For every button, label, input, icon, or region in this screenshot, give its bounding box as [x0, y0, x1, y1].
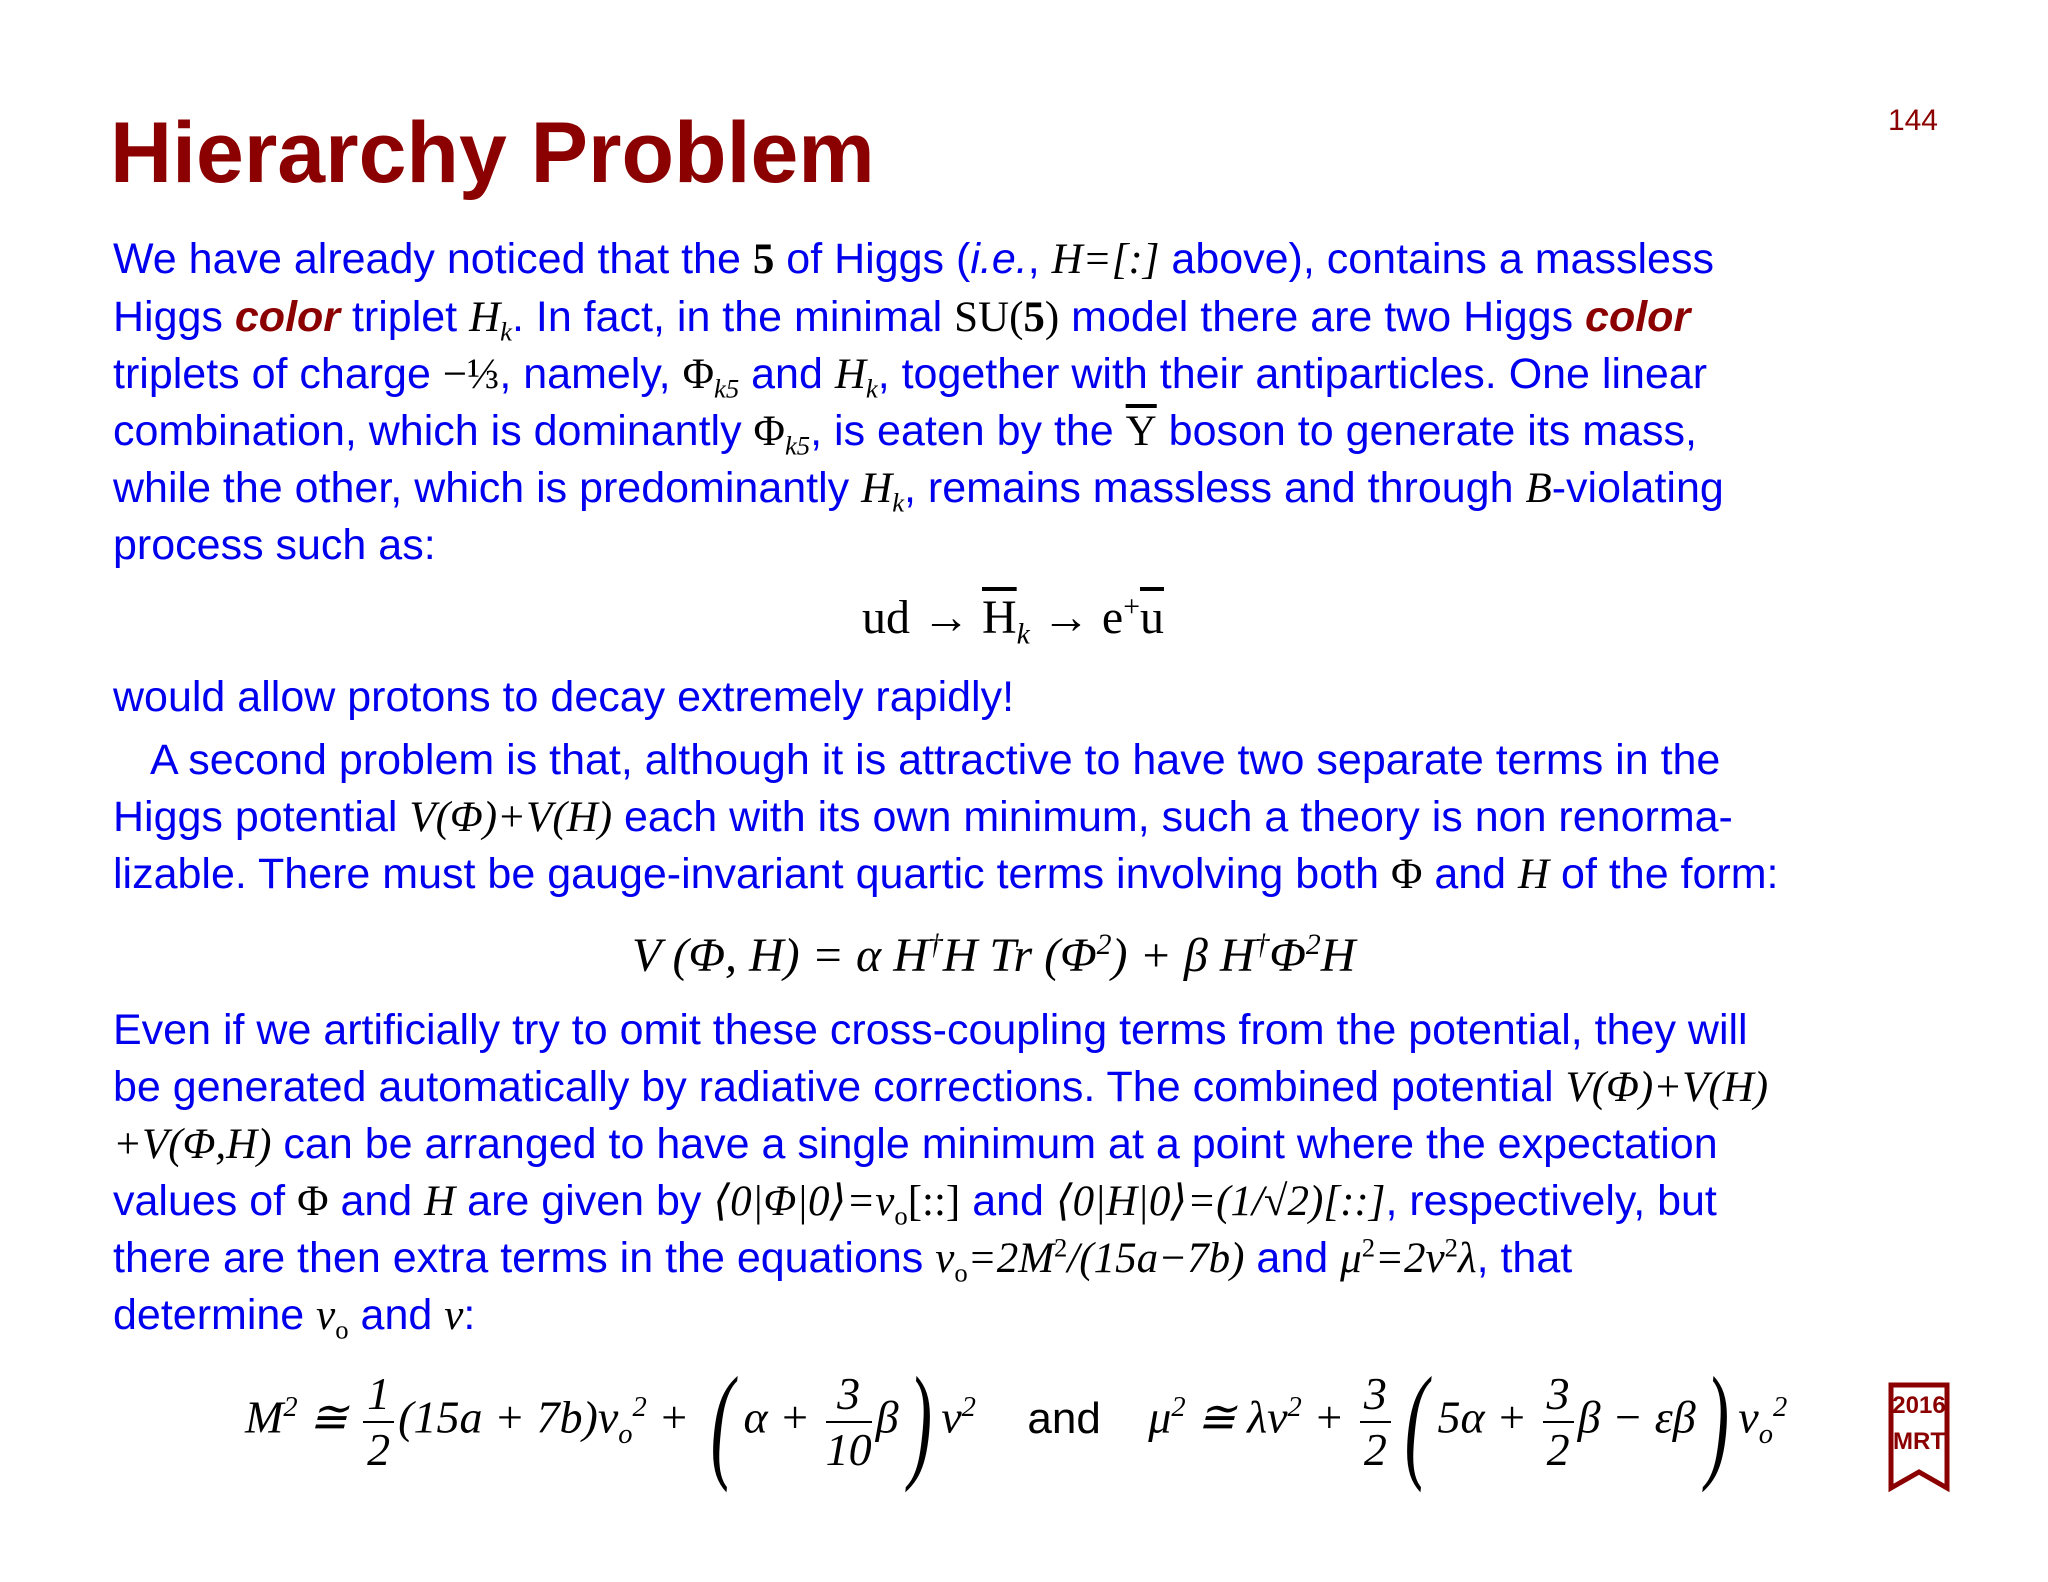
- p1-line-4: combination, which is dominantly $\Phi_{k5}$, is eaten by the $\overline{Y}$ boson to generate its mass,: [113, 407, 1697, 461]
- p4-line-6: determine $v_o$ and v:: [113, 1291, 476, 1345]
- logo-initials: MRT: [1893, 1428, 1945, 1455]
- fraction-three-halves: $\frac{3}{2}$: [1360, 1371, 1391, 1473]
- fraction-three-tenths: $\frac{3}{10}$: [825, 1368, 872, 1475]
- equation-cross-coupling: V (Φ, H) = α H†H Tr $(\Phi^2) + \beta$ $H^\dagger\Phi^2H$: [632, 928, 1356, 982]
- color-emphasis: color: [1585, 293, 1691, 341]
- p1-line-1: We have already noticed that the 5 of Higgs (i.e., H=[:] above), contains a massless: [113, 235, 1714, 283]
- equation-proton-decay: ud → $\overline{H}_k \to e^+\overline{u}$: [862, 590, 1164, 651]
- p1-line-2: Higgs color triplet $H_k$. In fact, in the minimal SU(5) model there are two Higgs color: [113, 293, 1691, 347]
- logo-year: 2016: [1892, 1392, 1946, 1419]
- p4-line-2: be generated automatically by radiative corrections. The combined potential V(Φ)+V(H): [113, 1063, 1769, 1111]
- p4-line-1: Even if we artificially try to omit these cross-coupling terms from the potential, they will: [113, 1006, 1748, 1054]
- fraction-one-half: $\frac{1}{2}$: [363, 1371, 394, 1473]
- equation-minimum-conditions: $M^2$ ≅ $\frac{1}{2}$ $(15a + 7b)v_o^2$ + ( α + $\frac{3}{10}$ β) $v^2$ and $\mu^2$ ≅ $\lambda v^2$ + $\frac{3}{2}$ ( 5α + $\frac{3}{2}$ β − εβ) $v_o^2$: [245, 1351, 1788, 1493]
- slide-title: Hierarchy Problem: [110, 105, 875, 201]
- color-emphasis: color: [234, 293, 341, 341]
- p4-line-3: +V(Φ,H) can be arranged to have a single minimum at a point where the expectation: [113, 1120, 1718, 1168]
- mrt-logo: [1888, 1382, 1950, 1494]
- p1-line-6: process such as:: [113, 521, 436, 569]
- p2-line: would allow protons to decay extremely rapidly!: [113, 673, 1015, 721]
- p1-line-3: triplets of charge −⅓, namely, $\Phi_{k5}$ and $H_k$, together with their antiparticles. One linear: [113, 350, 1708, 404]
- p1-line-5: while the other, which is predominantly $H_k$, remains massless and through B-violating: [113, 464, 1724, 518]
- page-number: 144: [1887, 104, 1938, 137]
- p4-line-4: values of Φ and H are given by $⟨0|\Phi|0⟩=v_o[::]$ and ⟨0|H|0⟩=(1/√2)[::], respectively, but: [113, 1177, 1717, 1231]
- p4-line-5: there are then extra terms in the equations $v_o=2M^2/(15a-7b)$ and $\mu^2=2v^2\lambda$, that: [113, 1232, 1573, 1288]
- fraction-three-halves-inner: $\frac{3}{2}$: [1543, 1371, 1574, 1473]
- p3-line-3: lizable. There must be gauge-invariant quartic terms involving both Φ and H of the form:: [113, 850, 1779, 898]
- p3-line-2: Higgs potential V(Φ)+V(H) each with its own minimum, such a theory is non renorma-: [113, 793, 1733, 841]
- p3-line-1: A second problem is that, although it is attractive to have two separate terms in the: [150, 736, 1721, 784]
